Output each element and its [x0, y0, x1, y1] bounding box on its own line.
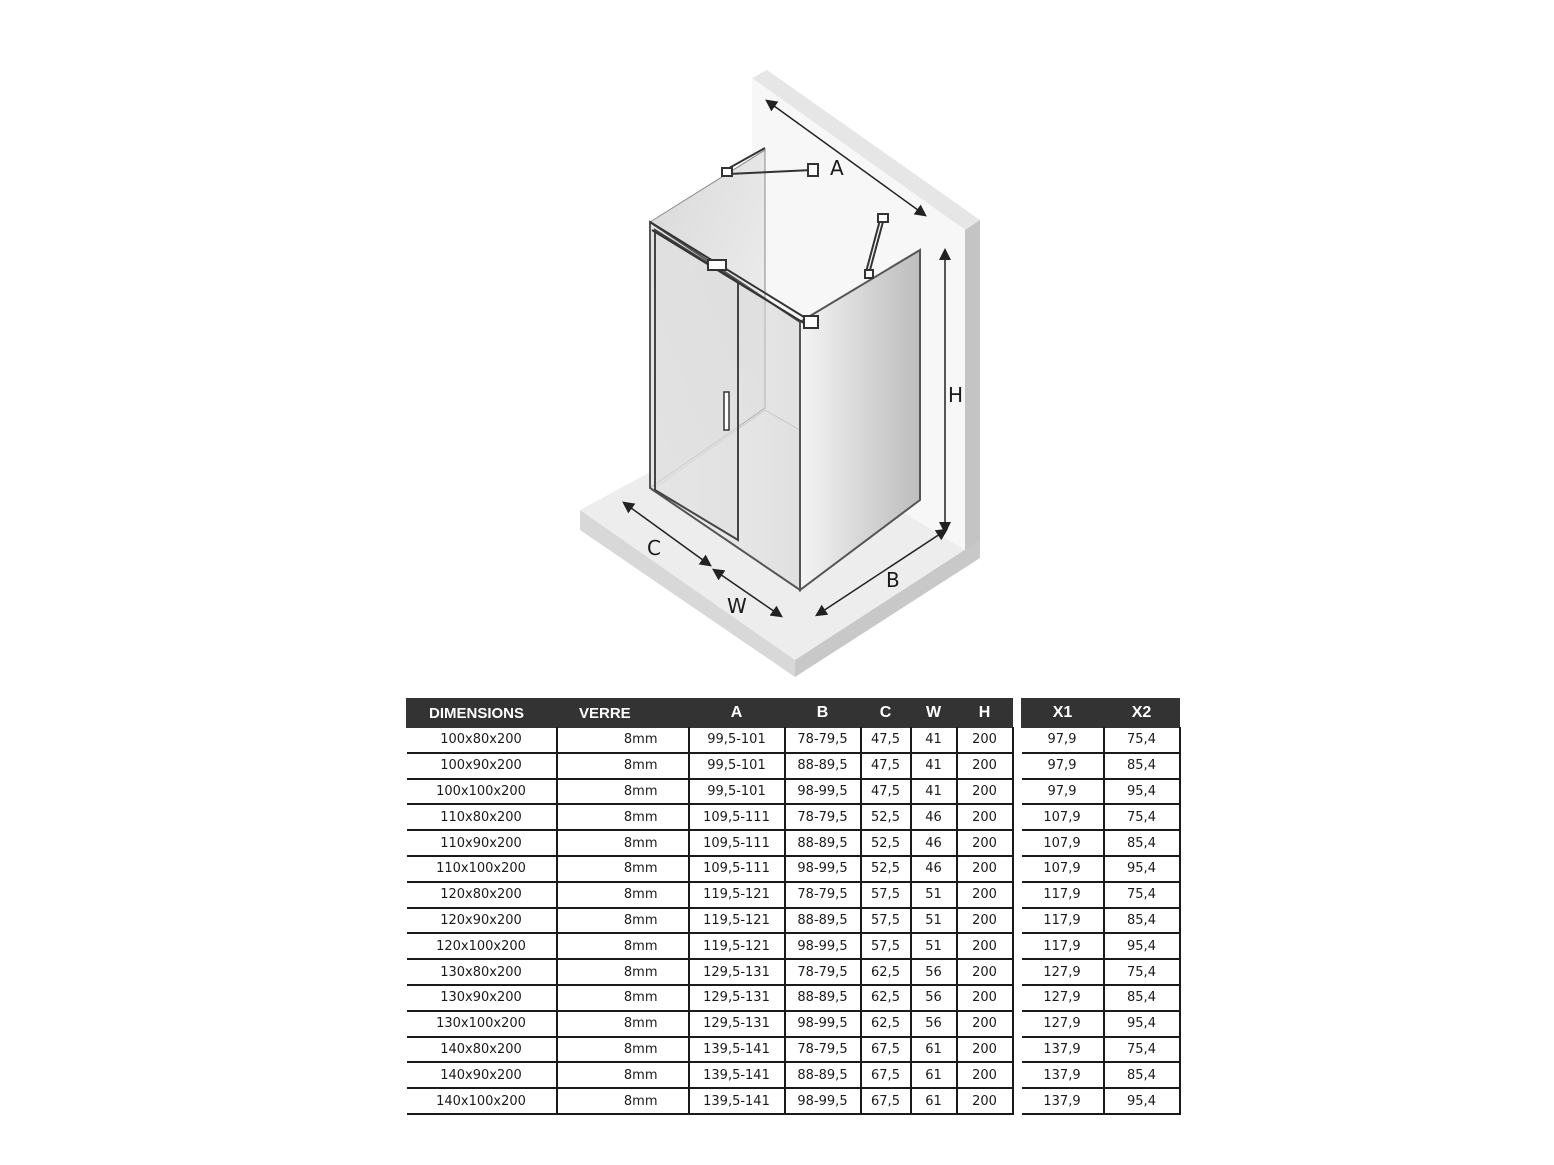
table-row	[1022, 728, 1180, 753]
cell-verre: 8mm	[557, 959, 689, 985]
header-a: A	[689, 699, 785, 728]
cell-x2: 95,4	[1104, 1088, 1180, 1114]
cell-w: 41	[911, 728, 957, 753]
cell-x2: 85,4	[1104, 753, 1180, 779]
cell-w: 61	[911, 1088, 957, 1114]
header-h: H	[957, 699, 1013, 728]
cell-h: 200	[957, 933, 1013, 959]
cell-a: 109,5-111	[689, 856, 785, 882]
label-C: C	[647, 536, 661, 560]
cell-verre: 8mm	[557, 856, 689, 882]
cell-x2: 85,4	[1104, 908, 1180, 934]
cell-verre: 8mm	[557, 830, 689, 856]
cell-h: 200	[957, 779, 1013, 805]
cell-x2: 95,4	[1104, 1011, 1180, 1037]
cell-x1: 117,9	[1022, 908, 1104, 934]
cell-dimensions: 130x90x200	[407, 985, 557, 1011]
cell-x2: 95,4	[1104, 856, 1180, 882]
table-row	[407, 804, 1013, 830]
header-c: C	[861, 699, 911, 728]
cell-x1: 107,9	[1022, 830, 1104, 856]
cell-x1: 137,9	[1022, 1037, 1104, 1063]
cell-w: 41	[911, 753, 957, 779]
table-row	[1022, 933, 1180, 959]
cell-c: 57,5	[861, 908, 911, 934]
cell-b: 78-79,5	[785, 804, 861, 830]
cell-b: 88-89,5	[785, 1062, 861, 1088]
cell-c: 47,5	[861, 779, 911, 805]
table-row	[1022, 1037, 1180, 1063]
cell-x2: 75,4	[1104, 882, 1180, 908]
cell-dimensions: 130x100x200	[407, 1011, 557, 1037]
label-A: A	[830, 156, 844, 180]
cell-h: 200	[957, 1088, 1013, 1114]
table-header-row	[407, 699, 1013, 728]
cell-c: 52,5	[861, 804, 911, 830]
cell-b: 78-79,5	[785, 1037, 861, 1063]
cell-x1: 127,9	[1022, 985, 1104, 1011]
cell-x2: 85,4	[1104, 1062, 1180, 1088]
cell-c: 47,5	[861, 753, 911, 779]
sliding-door	[655, 230, 738, 540]
cell-a: 129,5-131	[689, 959, 785, 985]
table-row	[407, 753, 1013, 779]
cell-a: 109,5-111	[689, 830, 785, 856]
cell-dimensions: 120x80x200	[407, 882, 557, 908]
cell-x1: 137,9	[1022, 1088, 1104, 1114]
cell-dimensions: 110x90x200	[407, 830, 557, 856]
cell-x2: 85,4	[1104, 985, 1180, 1011]
table-row	[407, 728, 1013, 753]
cell-b: 88-89,5	[785, 908, 861, 934]
cell-x2: 75,4	[1104, 1037, 1180, 1063]
cell-b: 78-79,5	[785, 959, 861, 985]
cell-h: 200	[957, 985, 1013, 1011]
cell-w: 56	[911, 959, 957, 985]
cell-h: 200	[957, 959, 1013, 985]
cell-c: 67,5	[861, 1062, 911, 1088]
cell-dimensions: 140x100x200	[407, 1088, 557, 1114]
cell-x1: 127,9	[1022, 959, 1104, 985]
cell-verre: 8mm	[557, 728, 689, 753]
cell-h: 200	[957, 1037, 1013, 1063]
cell-c: 62,5	[861, 1011, 911, 1037]
cell-x2: 75,4	[1104, 728, 1180, 753]
cell-b: 88-89,5	[785, 985, 861, 1011]
header-x2: X2	[1104, 699, 1180, 728]
cell-a: 99,5-101	[689, 728, 785, 753]
cell-w: 51	[911, 882, 957, 908]
cell-h: 200	[957, 908, 1013, 934]
cell-x2: 75,4	[1104, 959, 1180, 985]
table-row	[407, 1011, 1013, 1037]
cell-a: 119,5-121	[689, 908, 785, 934]
cell-a: 129,5-131	[689, 1011, 785, 1037]
table-row	[407, 779, 1013, 805]
cell-dimensions: 100x100x200	[407, 779, 557, 805]
cell-x1: 97,9	[1022, 753, 1104, 779]
header-b: B	[785, 699, 861, 728]
cell-b: 98-99,5	[785, 779, 861, 805]
cell-c: 52,5	[861, 830, 911, 856]
cell-verre: 8mm	[557, 882, 689, 908]
table-row	[1022, 830, 1180, 856]
cell-b: 78-79,5	[785, 728, 861, 753]
cell-w: 61	[911, 1037, 957, 1063]
cell-h: 200	[957, 830, 1013, 856]
cell-h: 200	[957, 753, 1013, 779]
cell-dimensions: 120x100x200	[407, 933, 557, 959]
table-row	[1022, 959, 1180, 985]
cell-dimensions: 100x90x200	[407, 753, 557, 779]
header-x1: X1	[1022, 699, 1104, 728]
cell-c: 52,5	[861, 856, 911, 882]
table-row	[1022, 779, 1180, 805]
table-row	[407, 856, 1013, 882]
cell-verre: 8mm	[557, 1011, 689, 1037]
cell-c: 57,5	[861, 882, 911, 908]
cell-dimensions: 140x80x200	[407, 1037, 557, 1063]
door-handle	[724, 392, 729, 430]
cell-c: 67,5	[861, 1088, 911, 1114]
side-header-row	[1022, 699, 1180, 728]
table-row	[1022, 753, 1180, 779]
cell-x1: 137,9	[1022, 1062, 1104, 1088]
cell-verre: 8mm	[557, 933, 689, 959]
offset-table	[1021, 698, 1181, 1115]
cell-w: 61	[911, 1062, 957, 1088]
cell-c: 62,5	[861, 959, 911, 985]
cell-w: 51	[911, 933, 957, 959]
table-row	[407, 933, 1013, 959]
table-row	[407, 1062, 1013, 1088]
cell-x1: 117,9	[1022, 933, 1104, 959]
cell-h: 200	[957, 804, 1013, 830]
cell-a: 139,5-141	[689, 1062, 785, 1088]
cell-a: 139,5-141	[689, 1088, 785, 1114]
cell-a: 109,5-111	[689, 804, 785, 830]
cell-dimensions: 110x100x200	[407, 856, 557, 882]
cell-b: 98-99,5	[785, 933, 861, 959]
table-row	[407, 1088, 1013, 1114]
cell-h: 200	[957, 882, 1013, 908]
table-row	[407, 908, 1013, 934]
cell-c: 57,5	[861, 933, 911, 959]
table-row	[1022, 882, 1180, 908]
cell-verre: 8mm	[557, 908, 689, 934]
cell-x2: 85,4	[1104, 830, 1180, 856]
cell-b: 98-99,5	[785, 1088, 861, 1114]
table-row	[1022, 804, 1180, 830]
cell-c: 67,5	[861, 1037, 911, 1063]
cell-w: 56	[911, 1011, 957, 1037]
cell-x2: 95,4	[1104, 933, 1180, 959]
cell-b: 88-89,5	[785, 830, 861, 856]
cell-w: 51	[911, 908, 957, 934]
cell-x1: 97,9	[1022, 779, 1104, 805]
cell-c: 47,5	[861, 728, 911, 753]
cell-verre: 8mm	[557, 804, 689, 830]
table-row	[1022, 1088, 1180, 1114]
dimensions-table	[406, 698, 1014, 1115]
table-row	[1022, 1062, 1180, 1088]
cell-verre: 8mm	[557, 985, 689, 1011]
cell-a: 119,5-121	[689, 882, 785, 908]
cell-b: 98-99,5	[785, 856, 861, 882]
cell-dimensions: 140x90x200	[407, 1062, 557, 1088]
table-row	[1022, 1011, 1180, 1037]
cell-verre: 8mm	[557, 1062, 689, 1088]
cell-w: 41	[911, 779, 957, 805]
cell-b: 88-89,5	[785, 753, 861, 779]
cell-dimensions: 120x90x200	[407, 908, 557, 934]
cell-x1: 127,9	[1022, 1011, 1104, 1037]
label-B: B	[886, 568, 900, 592]
cell-verre: 8mm	[557, 1037, 689, 1063]
table-row	[407, 830, 1013, 856]
cell-a: 99,5-101	[689, 753, 785, 779]
cell-dimensions: 110x80x200	[407, 804, 557, 830]
cell-h: 200	[957, 728, 1013, 753]
cell-a: 99,5-101	[689, 779, 785, 805]
cell-x1: 97,9	[1022, 728, 1104, 753]
cell-h: 200	[957, 856, 1013, 882]
header-verre: VERRE	[557, 699, 689, 728]
table-row	[1022, 856, 1180, 882]
cell-w: 46	[911, 830, 957, 856]
cell-dimensions: 130x80x200	[407, 959, 557, 985]
cell-w: 46	[911, 856, 957, 882]
table-row	[407, 1037, 1013, 1063]
cell-verre: 8mm	[557, 753, 689, 779]
header-dimensions: DIMENSIONS	[407, 699, 557, 728]
table-row	[1022, 908, 1180, 934]
cell-b: 98-99,5	[785, 1011, 861, 1037]
label-W: W	[727, 594, 747, 618]
cell-x1: 107,9	[1022, 856, 1104, 882]
table-row	[1022, 985, 1180, 1011]
cell-x2: 95,4	[1104, 779, 1180, 805]
cell-x1: 117,9	[1022, 882, 1104, 908]
cell-h: 200	[957, 1062, 1013, 1088]
cell-c: 62,5	[861, 985, 911, 1011]
cell-verre: 8mm	[557, 779, 689, 805]
cell-h: 200	[957, 1011, 1013, 1037]
table-row	[407, 882, 1013, 908]
cell-b: 78-79,5	[785, 882, 861, 908]
cell-a: 129,5-131	[689, 985, 785, 1011]
cell-w: 56	[911, 985, 957, 1011]
cell-a: 119,5-121	[689, 933, 785, 959]
table-row	[407, 959, 1013, 985]
cell-dimensions: 100x80x200	[407, 728, 557, 753]
label-H: H	[948, 383, 964, 407]
table-row	[407, 985, 1013, 1011]
cell-w: 46	[911, 804, 957, 830]
cell-x2: 75,4	[1104, 804, 1180, 830]
cell-a: 139,5-141	[689, 1037, 785, 1063]
header-w: W	[911, 699, 957, 728]
cell-verre: 8mm	[557, 1088, 689, 1114]
cell-x1: 107,9	[1022, 804, 1104, 830]
